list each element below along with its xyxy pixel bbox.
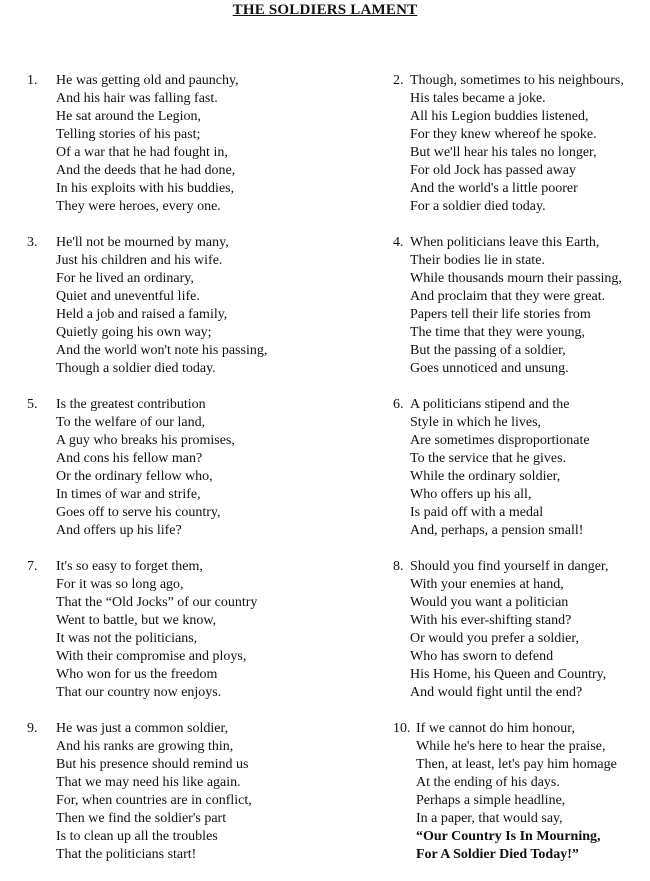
stanza-line: All his Legion buddies listened, <box>410 109 589 124</box>
stanza-line: It's so easy to forget them, <box>56 559 203 574</box>
stanza-line: With their compromise and ploys, <box>56 649 247 664</box>
stanza-line: While the ordinary soldier, <box>410 469 561 484</box>
stanza-line: And proclaim that they were great. <box>410 289 606 304</box>
stanza-line: That the “Old Jocks” of our country <box>56 595 258 610</box>
stanza-line: Papers tell their life stories from <box>410 307 591 322</box>
stanza-line: Telling stories of his past; <box>56 127 201 142</box>
stanza-line: He was just a common soldier, <box>56 721 229 736</box>
stanza-line: A guy who breaks his promises, <box>56 433 235 448</box>
stanza-line: And the world won't note his passing, <box>56 343 268 358</box>
stanza-lines <box>56 396 235 540</box>
stanza-line: Perhaps a simple headline, <box>416 793 566 808</box>
stanza-line: Who won for us the freedom <box>56 667 218 682</box>
stanza-line: For a soldier died today. <box>410 199 546 214</box>
stanza-lines <box>56 720 252 864</box>
stanza-lines <box>410 396 590 540</box>
stanza-lines <box>410 234 622 378</box>
stanza-line: Of a war that he had fought in, <box>56 145 228 160</box>
stanza-line: Is to clean up all the troubles <box>56 829 218 844</box>
stanza-line: Quiet and uneventful life. <box>56 289 200 304</box>
stanza-line: And his ranks are growing thin, <box>56 739 234 754</box>
stanza-line: To the service that he gives. <box>410 451 567 466</box>
stanza-number: 4. <box>393 235 404 250</box>
stanza-line: If we cannot do him honour, <box>416 721 575 736</box>
stanza-line: His tales became a joke. <box>410 91 546 106</box>
closing-line-bold: “Our Country Is In Mourning, <box>416 829 601 844</box>
stanza-number: 7. <box>27 559 38 574</box>
stanza-line: Should you find yourself in danger, <box>410 559 609 574</box>
stanza-line: Would you want a politician <box>410 595 569 610</box>
stanza-lines <box>56 72 239 216</box>
stanza-line: While thousands mourn their passing, <box>410 271 622 286</box>
stanza-line: That our country now enjoys. <box>56 685 222 700</box>
stanza-line: It was not the politicians, <box>56 631 198 646</box>
stanza-line: For, when countries are in conflict, <box>56 793 252 808</box>
stanza-line: Just his children and his wife. <box>56 253 223 268</box>
stanza-line: In times of war and strife, <box>56 487 201 502</box>
stanza-line: But his presence should remind us <box>56 757 249 772</box>
stanza-line: While he's here to hear the praise, <box>416 739 606 754</box>
stanza-line: And his hair was falling fast. <box>56 91 218 106</box>
stanza-lines <box>410 558 609 702</box>
stanza-number: 2. <box>393 73 404 88</box>
stanza-line: And, perhaps, a pension small! <box>410 523 584 538</box>
stanza-line: To the welfare of our land, <box>56 415 206 430</box>
stanza-line: For it was so long ago, <box>56 577 184 592</box>
stanza-line: A politicians stipend and the <box>410 397 570 412</box>
closing-line-bold: For A Soldier Died Today!” <box>416 847 579 862</box>
stanza-line: Or would you prefer a soldier, <box>410 631 579 646</box>
stanza-line: Though, sometimes to his neighbours, <box>410 73 624 88</box>
stanza-line: For they knew whereof he spoke. <box>410 127 597 142</box>
stanza-line: Goes off to serve his country, <box>56 505 221 520</box>
stanza-line: Went to battle, but we know, <box>56 613 217 628</box>
stanza-lines <box>56 558 257 702</box>
stanza-number: 10. <box>393 721 411 736</box>
stanza-number: 8. <box>393 559 404 574</box>
stanza-line: Or the ordinary fellow who, <box>56 469 213 484</box>
stanza-line: But the passing of a soldier, <box>410 343 566 358</box>
stanza-line: Quietly going his own way; <box>56 325 212 340</box>
stanza-lines <box>56 234 267 378</box>
stanza-line: In a paper, that would say, <box>416 811 563 826</box>
stanza-line: And would fight until the end? <box>410 685 583 700</box>
stanza-line: His Home, his Queen and Country, <box>410 667 607 682</box>
stanza-line: The time that they were young, <box>410 325 585 340</box>
stanza-line: Then we find the soldier's part <box>56 811 227 826</box>
stanza-number: 5. <box>27 397 38 412</box>
stanza-line: Style in which he lives, <box>410 415 542 430</box>
stanza-line: Though a soldier died today. <box>56 361 216 376</box>
stanza-line: Their bodies lie in state. <box>410 253 545 268</box>
stanza-line: Is paid off with a medal <box>410 505 544 520</box>
stanza-line: Who offers up his all, <box>410 487 532 502</box>
stanza-line: Then, at least, let's pay him homage <box>416 757 617 772</box>
stanza-line: Goes unnoticed and unsung. <box>410 361 569 376</box>
stanza-line: With your enemies at hand, <box>410 577 564 592</box>
stanza-lines <box>416 720 617 864</box>
stanza-line: For he lived an ordinary, <box>56 271 194 286</box>
stanza-line: That the politicians start! <box>56 847 197 862</box>
stanza-line: He'll not be mourned by many, <box>56 235 229 250</box>
stanza-line: When politicians leave this Earth, <box>410 235 600 250</box>
stanza-line: And the deeds that he had done, <box>56 163 236 178</box>
stanza-number: 1. <box>27 73 38 88</box>
stanza-line: He sat around the Legion, <box>56 109 202 124</box>
stanza-line: In his exploits with his buddies, <box>56 181 235 196</box>
stanza-number: 3. <box>27 235 38 250</box>
stanza-number: 9. <box>27 721 38 736</box>
stanza-lines <box>410 72 624 216</box>
poem-title: THE SOLDIERS LAMENT <box>232 2 418 18</box>
stanza-line: Is the greatest contribution <box>56 397 206 412</box>
stanza-line: And the world's a little poorer <box>410 181 578 196</box>
stanza-line: He was getting old and paunchy, <box>56 73 239 88</box>
stanza-line: Who has sworn to defend <box>410 649 554 664</box>
stanza-line: That we may need his like again. <box>56 775 241 790</box>
stanza-line: They were heroes, every one. <box>56 199 221 214</box>
stanza-number: 6. <box>393 397 404 412</box>
stanza-line: For old Jock has passed away <box>410 163 577 178</box>
stanza-line: Held a job and raised a family, <box>56 307 228 322</box>
stanza-line: With his ever-shifting stand? <box>410 613 572 628</box>
stanza-line: And cons his fellow man? <box>56 451 203 466</box>
stanza-line: Are sometimes disproportionate <box>410 433 590 448</box>
stanza-line: But we'll hear his tales no longer, <box>410 145 597 160</box>
stanza-line: At the ending of his days. <box>416 775 560 790</box>
stanza-line: And offers up his life? <box>56 523 182 538</box>
